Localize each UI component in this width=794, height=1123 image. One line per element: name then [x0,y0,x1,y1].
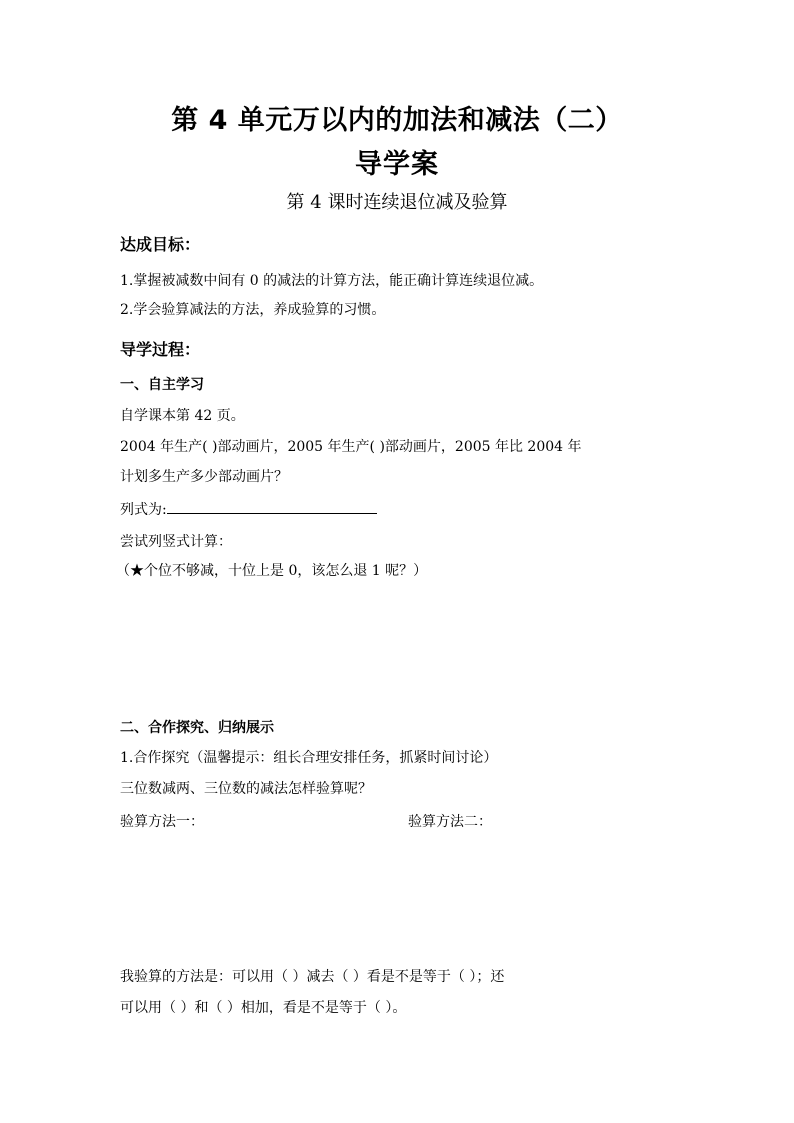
goals-heading: 达成目标： [120,235,201,254]
document-title: 第 4 单元万以内的加法和减法（二） [171,105,623,136]
process-heading: 导学过程： [120,340,201,359]
goal-item-1: 1.掌握被减数中间有 0 的减法的计算方法，能正确计算连续退位减。 [120,273,544,289]
document-subtitle: 导学案 [355,149,439,180]
part1-line-1: 自学课本第 42 页。 [120,408,245,424]
part1-line-2: 2004 年生产( )部动画片，2005 年生产( )部动画片，2005 年比 2004 年 [120,439,582,455]
formula-label: 列式为: [120,502,167,518]
part2-heading: 二、合作探究、归纳展示 [120,720,274,736]
try-label: 尝试列竖式计算： [120,534,232,550]
goal-item-2: 2.学会验算减法的方法，养成验算的习惯。 [120,302,386,318]
hint-text: （★个位不够减，十位上是 0，该怎么退 1 呢？） [116,563,428,579]
summary-line-2: 可以用（ ）和（ ）相加，看是不是等于（ ）。 [120,1000,407,1016]
method-two-label: 验算方法二： [408,814,492,830]
lesson-title: 第 4 课时连续退位减及验算 [286,192,508,213]
part2-line-1: 1.合作探究（温馨提示：组长合理安排任务，抓紧时间讨论） [120,750,498,766]
part2-line-2: 三位数减两、三位数的减法怎样验算呢？ [120,781,372,797]
method-one-label: 验算方法一： [120,814,204,830]
part1-heading: 一、自主学习 [120,377,204,393]
part1-line-3: 计划多生产多少部动画片？ [120,469,288,485]
formula-answer-blank[interactable] [167,499,377,514]
formula-row [120,499,377,519]
summary-line-1: 我验算的方法是：可以用（ ）减去（ ）看是不是等于（ ）；还 [120,969,505,985]
